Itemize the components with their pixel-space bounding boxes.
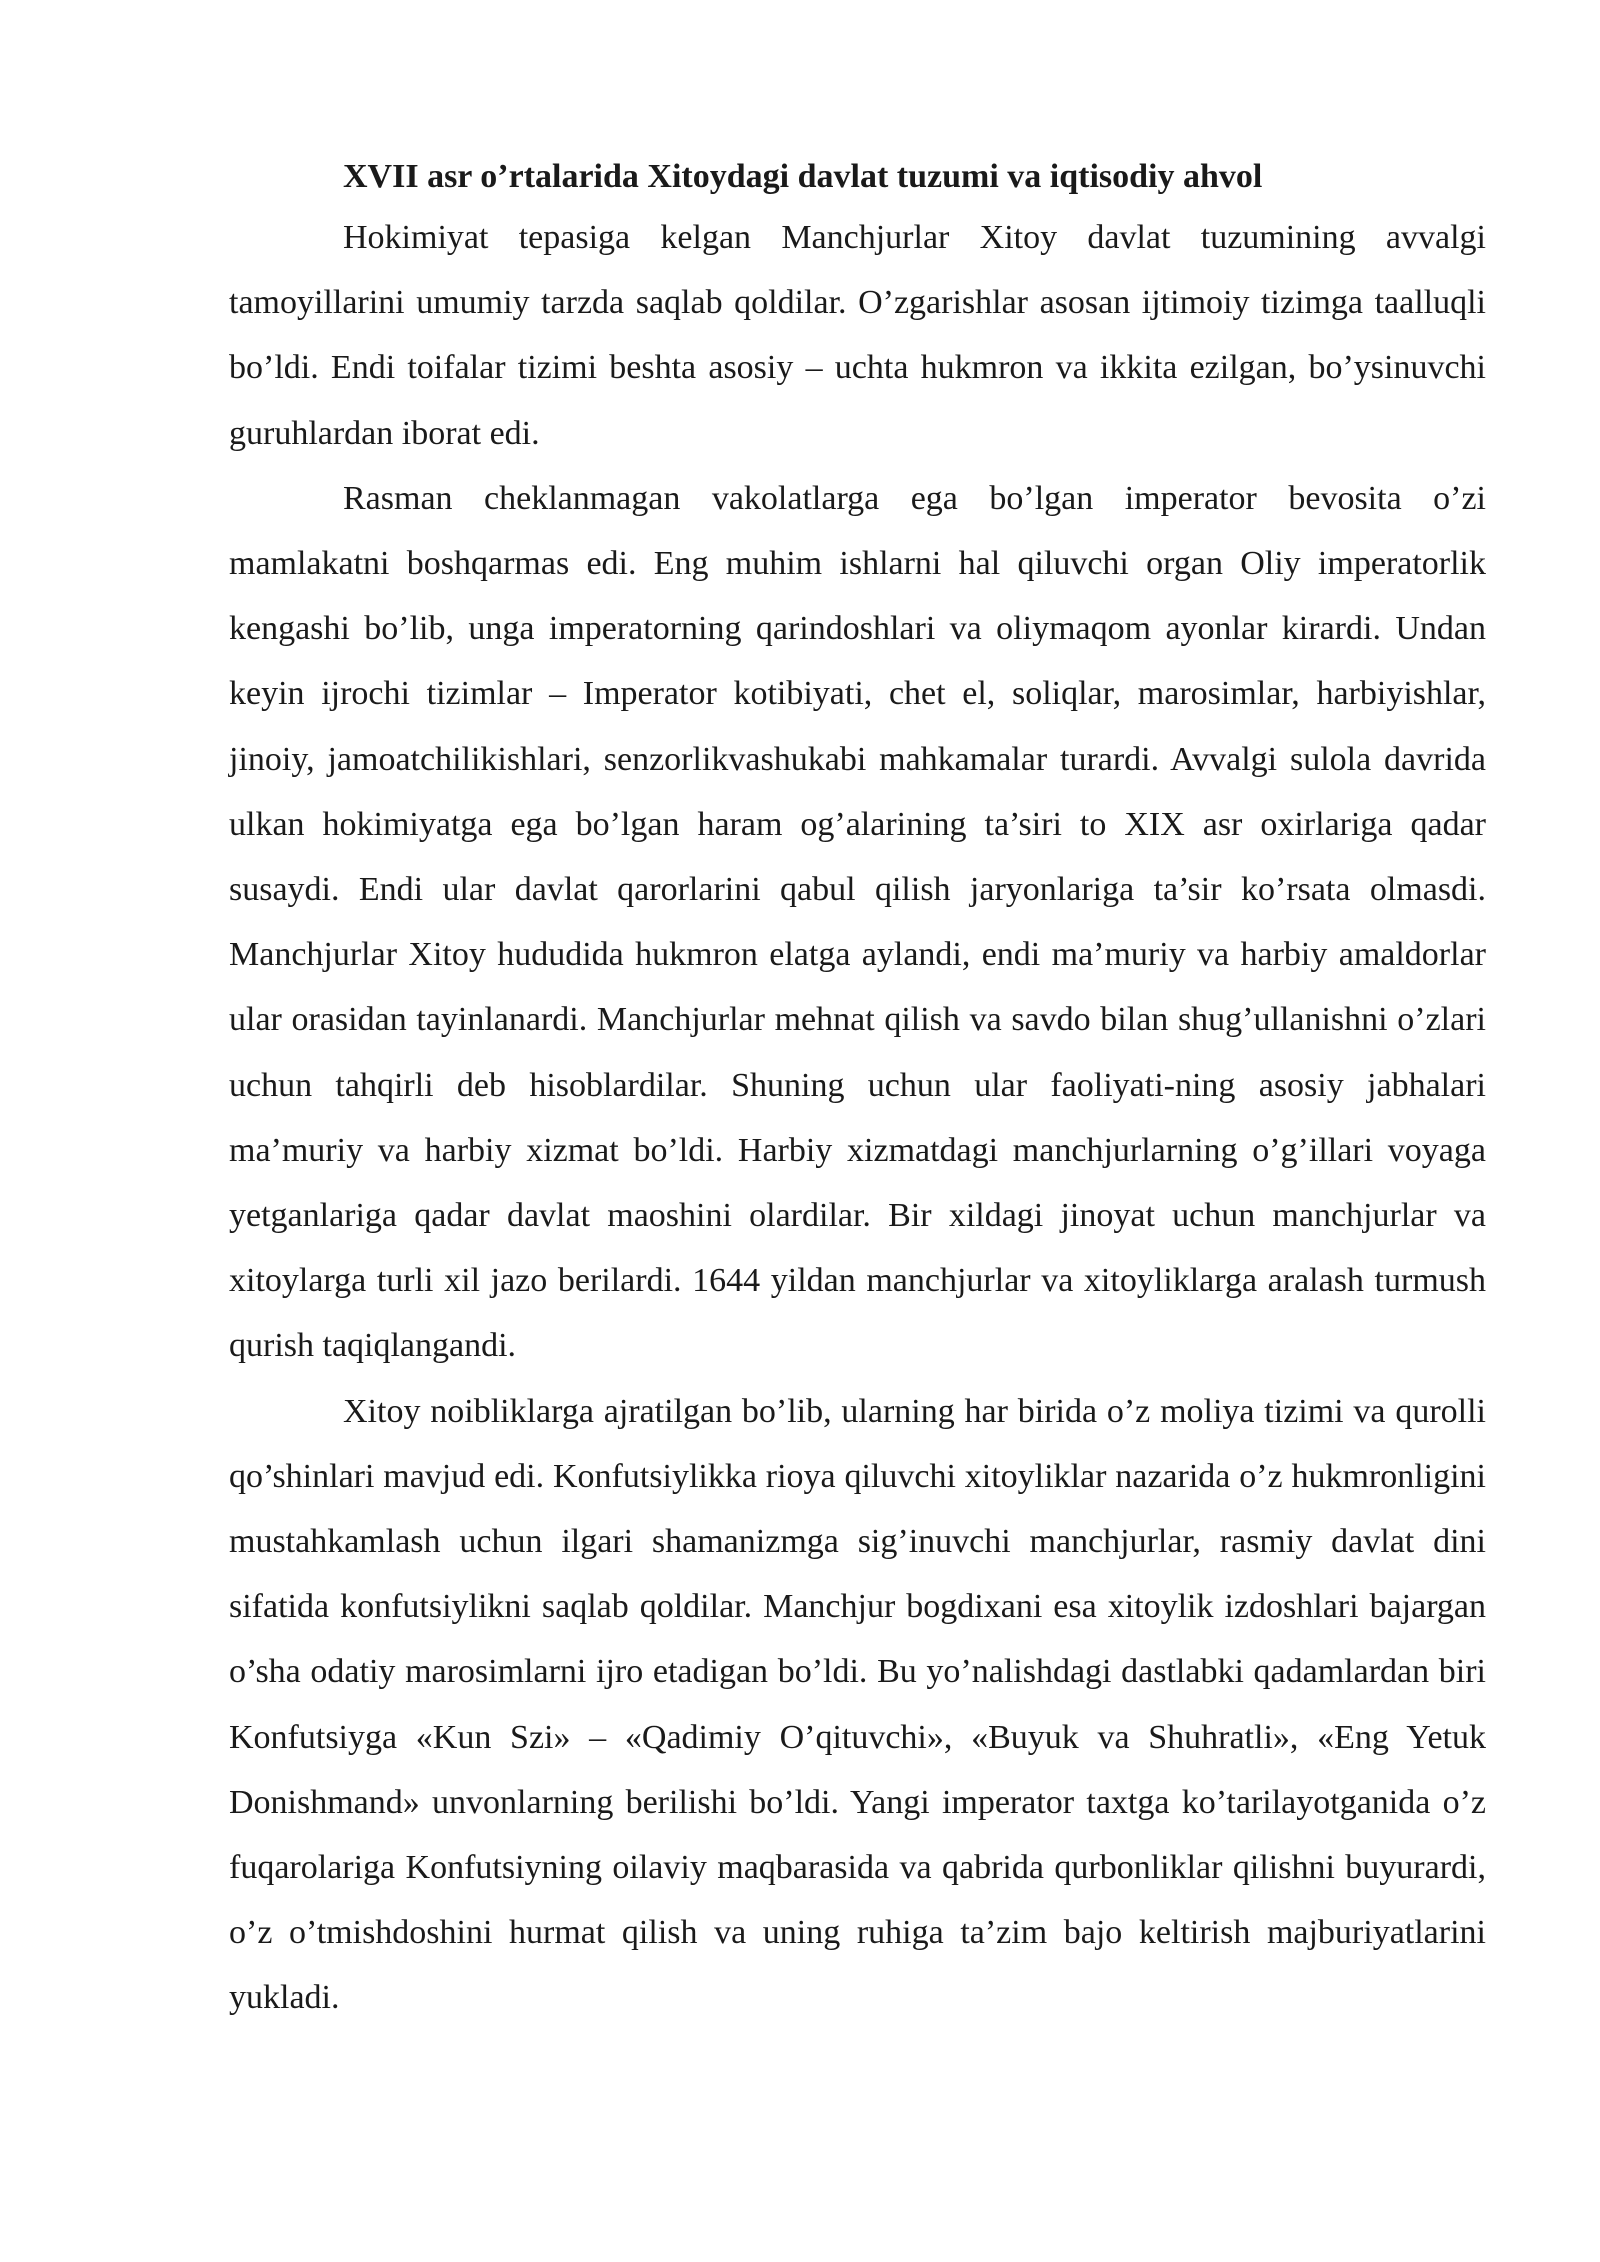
document-title: XVII asr o’rtalarida Xitoydagi davlat tuzumi va iqtisodiy ahvol [343, 158, 1263, 195]
paragraph-1: Hokimiyat tepasiga kelgan Manchjurlar Xitoy davlat tuzumining avvalgi tamoyillarini umumiy tarzda saqlab qoldilar. O’zgarishlar asosan ijtimoiy tizimga taalluqli bo’ldi. Endi toifalar tizimi beshta asosiy – uchta hukmron va ikkita ezilgan, bo’ysinuvchi guruhlardan iborat edi. [229, 219, 1486, 452]
paragraph-2: Rasman cheklanmagan vakolatlarga ega bo’lgan imperator bevosita o’zi mamlakatni boshqarmas edi. Eng muhim ishlarni hal qiluvchi organ Oliy imperatorlik kengashi bo’lib, unga imperatorning qarindoshlari va oliymaqom ayonlar kirardi. Undan keyin ijrochi tizimlar – Imperator kotibiyati, chet el, soliqlar, marosimlar, harbiyishlar, jinoiy, jamoatchilikishlari, senzorlikvashukabi mahkamalar turardi. Avvalgi sulola davrida ulkan hokimiyatga ega bo’lgan haram og’alarining ta’siri to XIX asr oxirlariga qadar susaydi. Endi ular davlat qarorlarini qabul qilish jaryonlariga ta’sir ko’rsata olmasdi. Manchjurlar Xitoy hududida hukmron elatga aylandi, endi ma’muriy va harbiy amaldorlar ular orasidan tayinlanardi. Manchjurlar mehnat qilish va savdo bilan shug’ullanishni o’zlari uchun tahqirli deb hisoblardilar. Shuning uchun ular faoliyati-ning asosiy jabhalari ma’muriy va harbiy xizmat bo’ldi. Harbiy xizmatdagi manchjurlarning o’g’illari voyaga yetganlariga qadar davlat maoshini olardilar. Bir xildagi jinoyat uchun manchjurlar va xitoylarga turli xil jazo berilardi. 1644 yildan manchjurlar va xitoyliklarga aralash turmush qurish taqiqlangandi. [229, 479, 1486, 1365]
paragraph-3: Xitoy noibliklarga ajratilgan bo’lib, ularning har birida o’z moliya tizimi va qurolli qo’shinlari mavjud edi. Konfutsiylikka rioya qiluvchi xitoyliklar nazarida o’z hukmronligini mustahkamlash uchun ilgari shamanizmga sig’inuvchi manchjurlar, rasmiy davlat dini sifatida konfutsiylikni saqlab qoldilar. Manchjur bogdixani esa xitoylik izdoshlari bajargan o’sha odatiy marosimlarni ijro etadigan bo’ldi. Bu yo’nalishdagi dastlabki qadamlardan biri Konfutsiyga «Kun Szi» – «Qadimiy O’qituvchi», «Buyuk va Shuhratli», «Eng Yetuk Donishmand» unvonlarning berilishi bo’ldi. Yangi imperator taxtga ko’tarilayotganida o’z fuqarolariga Konfutsiyning oilaviy maqbarasida va qabrida qurbonliklar qilishni buyurardi, o’z o’tmishdoshini hurmat qilish va uning ruhiga ta’zim bajo keltirish majburiyatlarini yukladi. [229, 1392, 1486, 2017]
document-page [229, 148, 1486, 2031]
